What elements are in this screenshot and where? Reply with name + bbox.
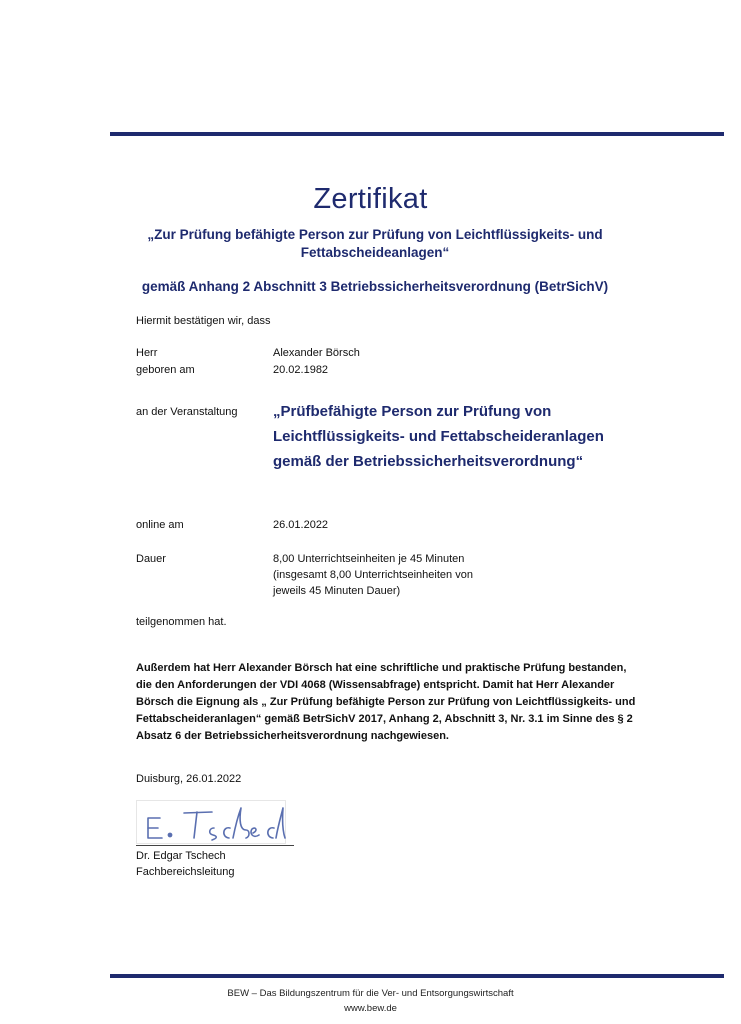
birth-date-label: geboren am bbox=[136, 364, 195, 376]
duration-label: Dauer bbox=[136, 553, 166, 565]
salutation-label: Herr bbox=[136, 347, 158, 359]
event-title bbox=[273, 399, 604, 474]
statement-line: Börsch die Eignung als „ Zur Prüfung befähigte Person zur Prüfung von Leichtflüssigkeits- und bbox=[136, 696, 636, 708]
duration-line: 8,00 Unterrichtseinheiten je 45 Minuten bbox=[273, 553, 465, 565]
subtitle-line: „Zur Prüfung befähigte Person zur Prüfung von Leichtflüssigkeits- und bbox=[147, 227, 603, 242]
event-label: an der Veranstaltung bbox=[136, 406, 238, 418]
place-and-date: Duisburg, 26.01.2022 bbox=[136, 773, 242, 785]
top-divider bbox=[110, 132, 724, 136]
certificate-title: Zertifikat bbox=[313, 183, 428, 215]
statement-line: Außerdem hat Herr Alexander Börsch hat eine schriftliche und praktische Prüfung bestanden, bbox=[136, 662, 627, 674]
examination-statement bbox=[136, 660, 676, 745]
statement-line: Absatz 6 der Betriebssicherheitsverordnung nachgewiesen. bbox=[136, 730, 449, 742]
participation-text: teilgenommen hat. bbox=[136, 616, 227, 628]
person-name: Alexander Börsch bbox=[273, 347, 360, 359]
duration-line: (insgesamt 8,00 Unterrichtseinheiten von bbox=[273, 569, 473, 581]
legal-basis: gemäß Anhang 2 Abschnitt 3 Betriebssicherheitsverordnung (BetrSichV) bbox=[141, 279, 609, 294]
event-title-line: „Prüfbefähigte Person zur Prüfung von bbox=[273, 403, 552, 420]
certificate-subtitle bbox=[110, 226, 640, 262]
duration-line: jeweils 45 Minuten Dauer) bbox=[273, 585, 401, 597]
statement-line: Fettabscheideranlagen“ gemäß BetrSichV 2017, Anhang 2, Abschnitt 3, Nr. 3.1 im Sinne des § 2 bbox=[136, 713, 633, 725]
subtitle-line: Fettabscheideanlagen“ bbox=[300, 245, 450, 260]
bottom-divider bbox=[110, 974, 724, 978]
confirmation-intro: Hiermit bestätigen wir, dass bbox=[136, 315, 271, 327]
signatory-name: Dr. Edgar Tschech bbox=[136, 850, 226, 862]
event-title-line: gemäß der Betriebssicherheitsverordnung“ bbox=[273, 453, 584, 470]
signatory-role: Fachbereichsleitung bbox=[136, 866, 235, 878]
event-title-line: Leichtflüssigkeits- und Fettabscheideranlagen bbox=[273, 428, 604, 445]
footer-organization: BEW – Das Bildungszentrum für die Ver- und Entsorgungswirtschaft bbox=[227, 988, 514, 999]
statement-line: die den Anforderungen der VDI 4068 (Wissensabfrage) entspricht. Damit hat Herr Alexander bbox=[136, 679, 615, 691]
footer-website: www.bew.de bbox=[344, 1003, 397, 1014]
signature-line bbox=[136, 845, 294, 846]
event-date-label: online am bbox=[136, 519, 184, 531]
duration-value bbox=[273, 551, 473, 599]
birth-date: 20.02.1982 bbox=[273, 364, 329, 376]
handwritten-signature bbox=[136, 800, 286, 844]
event-date: 26.01.2022 bbox=[273, 519, 329, 531]
